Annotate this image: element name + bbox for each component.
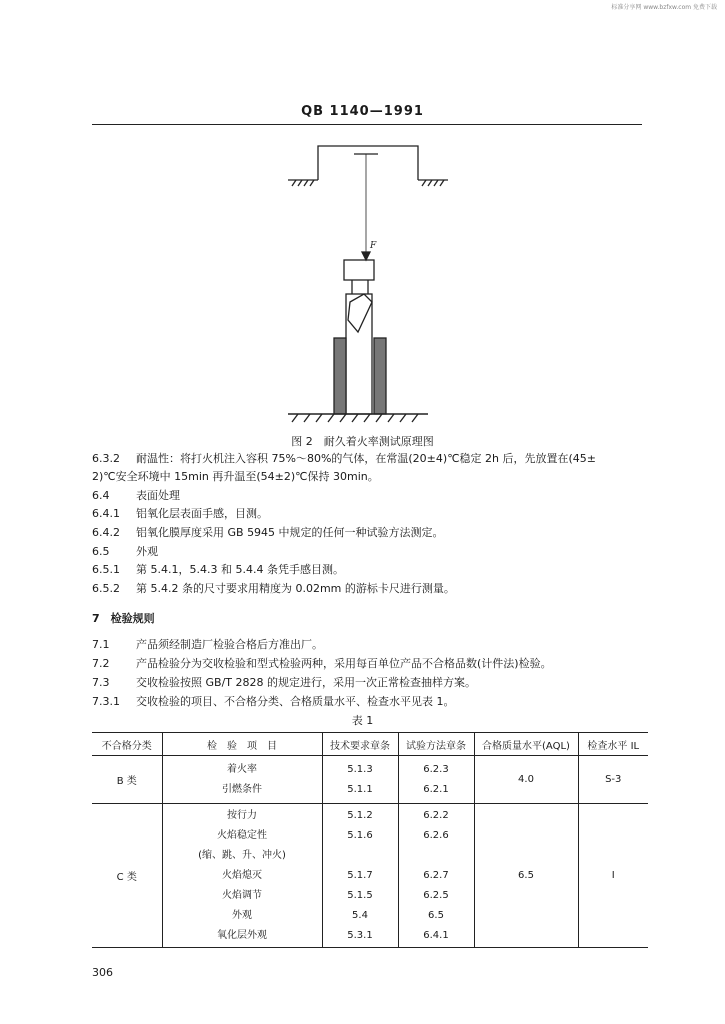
section-7-heading: 7 检验规则 — [92, 612, 155, 625]
item-7-1: 7.1 产品须经制造厂检验合格后方准出厂。 — [92, 638, 323, 651]
table-title: 表 1 — [351, 714, 374, 727]
tech-b: 5.1.3 5.1.1 — [322, 756, 398, 804]
category-c: C 类 — [92, 804, 162, 948]
table-header-row — [92, 733, 648, 756]
force-label: F — [370, 241, 377, 251]
header-tech-clause: 技术要求章条 — [322, 733, 398, 756]
watermark: 标准分享网 www.bzfxw.com 免费下载 — [611, 4, 717, 11]
inspection-table — [92, 732, 648, 948]
il-b: S-3 — [578, 756, 648, 804]
category-b: B 类 — [116, 776, 137, 787]
paragraph-6-4-2: 6.4.2 铝氧化膜厚度采用 GB 5945 中规定的任何一种试验方法测定。 — [92, 526, 444, 539]
table-row — [92, 804, 648, 948]
paragraph-6-3-2-cont: 2)℃安全环境中 15min 再升温至(54±2)℃保持 30min。 — [92, 470, 379, 483]
method-b: 6.2.3 6.2.1 — [398, 756, 474, 804]
page-number: 306 — [92, 966, 113, 979]
figure-caption: 图 2 耐久着火率测试原理图 — [291, 435, 434, 448]
paragraph-6-5-1: 6.5.1 第 5.4.1，5.4.3 和 5.4.4 条凭手感目测。 — [92, 563, 344, 576]
header-rule — [92, 124, 642, 125]
aql-b: 4.0 — [474, 756, 578, 804]
table-row — [92, 756, 648, 804]
header-item: 检 验 项 目 — [162, 733, 322, 756]
paragraph-6-4-1: 6.4.1 铝氧化层表面手感，目测。 — [92, 507, 268, 520]
method-c: 6.2.2 6.2.6 6.2.7 6.2.5 6.5 6.4.1 — [398, 804, 474, 948]
item-7-3: 7.3 交收检验按照 GB/T 2828 的规定进行，采用一次正常检查抽样方案。 — [92, 676, 476, 689]
items-c: 按行力 火焰稳定性 (缩、跳、升、冲火) 火焰熄灭 火焰调节 外观 氧化层外观 — [162, 804, 322, 948]
header-method-clause: 试验方法章条 — [398, 733, 474, 756]
header-aql: 合格质量水平(AQL) — [474, 733, 578, 756]
aql-c: 6.5 — [474, 804, 578, 948]
tech-c: 5.1.2 5.1.6 5.1.7 5.1.5 5.4 5.3.1 — [322, 804, 398, 948]
items-b: 着火率 引燃条件 — [162, 756, 322, 804]
item-7-2: 7.2 产品检验分为交收检验和型式检验两种，采用每百单位产品不合格品数(计件法)检验。 — [92, 657, 552, 670]
durability-test-schematic — [278, 142, 458, 427]
header-category: 不合格分类 — [92, 733, 162, 756]
paragraph-6-5: 6.5 外观 — [92, 545, 158, 558]
item-7-3-1: 7.3.1 交收检验的项目、不合格分类、合格质量水平、检查水平见表 1。 — [92, 695, 455, 708]
paragraph-6-3-2: 6.3.2 耐温性：将打火机注入容积 75%～80%的气体，在常温(20±4)℃稳定 2h 后，先放置在(45± — [92, 452, 597, 465]
paragraph-6-5-2: 6.5.2 第 5.4.2 条的尺寸要求用精度为 0.02mm 的游标卡尺进行测量。 — [92, 582, 455, 595]
header-inspection-level: 检查水平 IL — [578, 733, 648, 756]
standard-number-header: QB 1140—1991 — [301, 104, 424, 119]
paragraph-6-4: 6.4 表面处理 — [92, 489, 180, 502]
il-c: I — [578, 804, 648, 948]
